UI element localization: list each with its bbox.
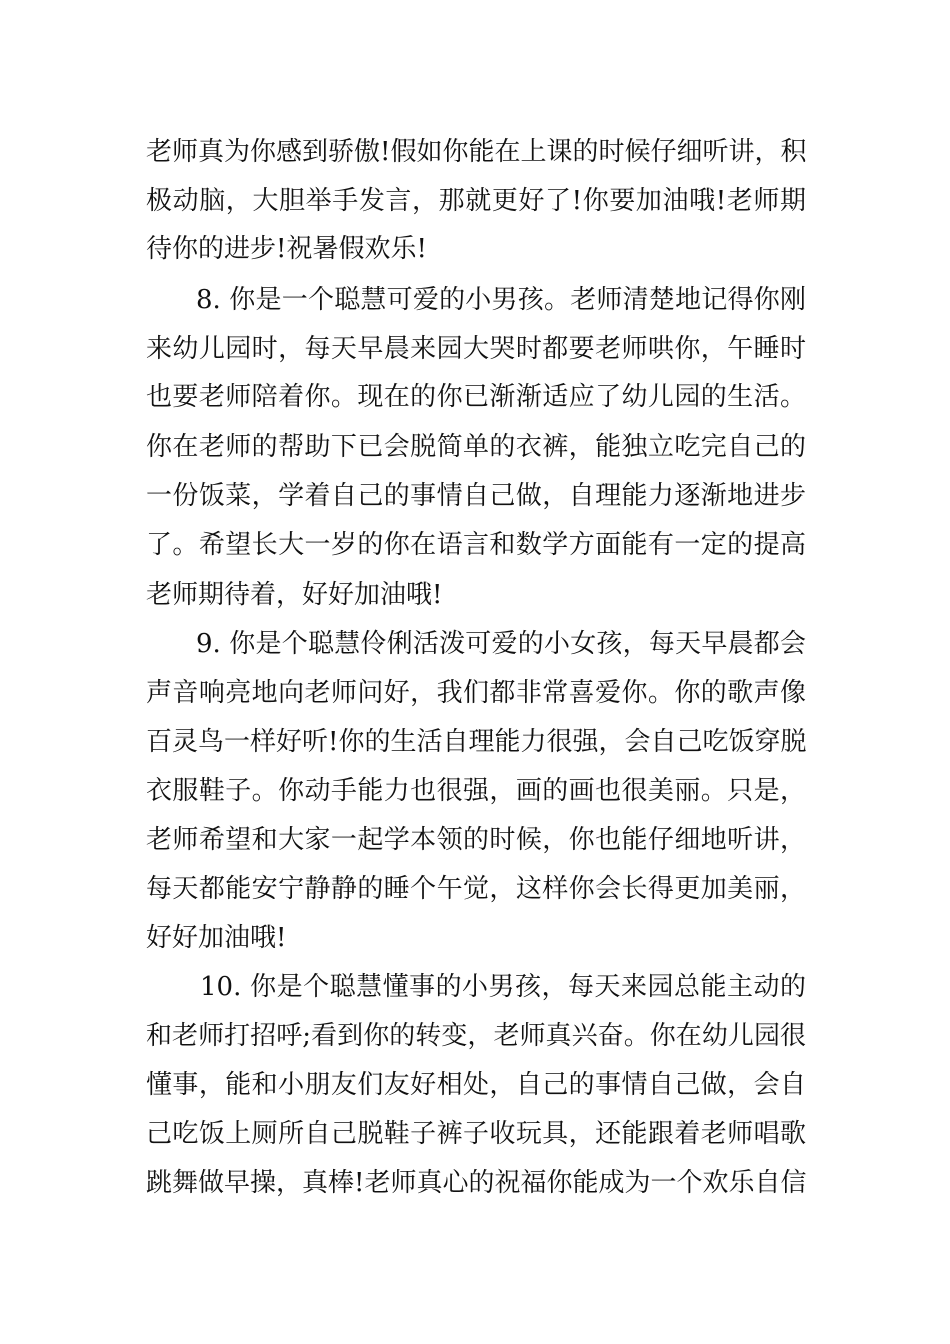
paragraph-8-start: 8. 你是一个聪慧可爱的小男孩。老师清楚地记得你刚 — [196, 285, 806, 315]
text-line: 跳舞做早操，真棒!老师真心的祝福你能成为一个欢乐自信 — [146, 1168, 807, 1198]
text-line: 老师希望和大家一起学本领的时候，你也能仔细地听讲， — [146, 825, 806, 855]
paragraph-9-start: 9. 你是个聪慧伶俐活泼可爱的小女孩，每天早晨都会 — [196, 629, 806, 659]
text-line: 也要老师陪着你。现在的你已渐渐适应了幼儿园的生活。 — [146, 382, 806, 412]
text-line: 待你的进步!祝暑假欢乐! — [146, 234, 427, 264]
paragraph-10-start: 10. 你是个聪慧懂事的小男孩，每天来园总能主动的 — [200, 972, 806, 1002]
text-line: 一份饭菜，学着自己的事情自己做，自理能力逐渐地进步 — [146, 481, 806, 511]
text-line: 己吃饭上厕所自己脱鞋子裤子收玩具，还能跟着老师唱歌 — [146, 1119, 806, 1149]
text-line: 百灵鸟一样好听!你的生活自理能力很强，会自己吃饭穿脱 — [146, 727, 807, 757]
text-line: 极动脑，大胆举手发言，那就更好了!你要加油哦!老师期 — [146, 186, 806, 216]
text-line: 来幼儿园时，每天早晨来园大哭时都要老师哄你，午睡时 — [146, 334, 806, 364]
text-line: 声音响亮地向老师问好，我们都非常喜爱你。你的歌声像 — [146, 678, 806, 708]
text-line: 老师真为你感到骄傲!假如你能在上课的时候仔细听讲，积 — [146, 137, 807, 167]
text-line: 老师期待着，好好加油哦! — [146, 580, 443, 610]
text-line: 好好加油哦! — [146, 923, 287, 953]
text-line: 和老师打招呼;看到你的转变，老师真兴奋。你在幼儿园很 — [146, 1021, 806, 1051]
text-line: 衣服鞋子。你动手能力也很强，画的画也很美丽。只是， — [146, 776, 806, 806]
text-line: 懂事，能和小朋友们友好相处，自己的事情自己做，会自 — [146, 1070, 806, 1100]
text-line: 你在老师的帮助下已会脱简单的衣裤，能独立吃完自己的 — [146, 432, 806, 462]
text-line: 每天都能安宁静静的睡个午觉，这样你会长得更加美丽， — [146, 874, 806, 904]
text-line: 了。希望长大一岁的你在语言和数学方面能有一定的提高 — [146, 530, 806, 560]
